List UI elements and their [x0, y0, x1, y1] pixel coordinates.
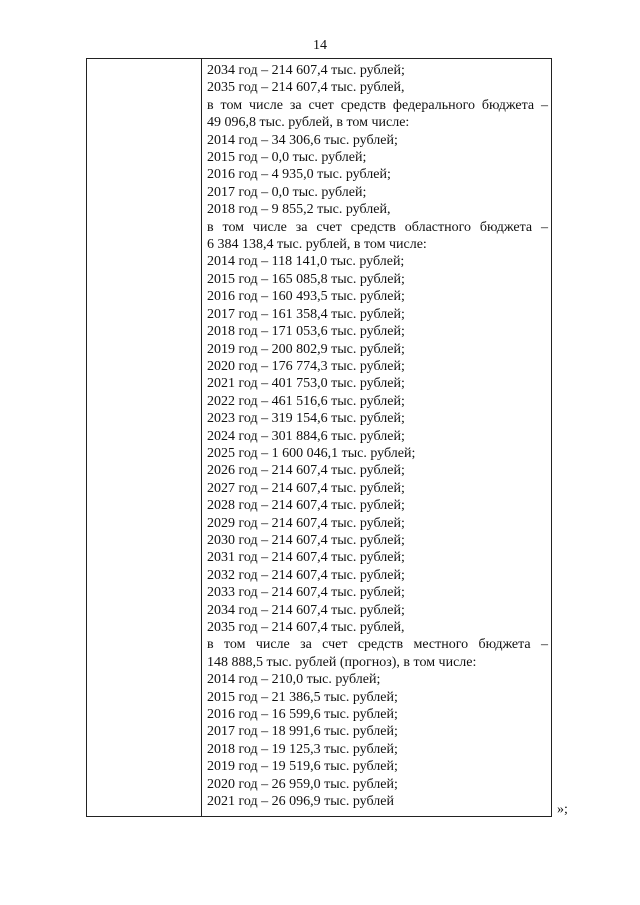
text-line: в том числе за счет средств областного бюджета –	[207, 219, 548, 235]
text-line: 2028 год – 214 607,4 тыс. рублей;	[207, 498, 405, 514]
text-line: 2034 год – 214 607,4 тыс. рублей;	[207, 63, 405, 78]
text-line: 6 384 138,4 тыс. рублей, в том числе:	[207, 237, 427, 253]
text-line: 2030 год – 214 607,4 тыс. рублей;	[207, 532, 405, 548]
text-line: 2019 год – 19 519,6 тыс. рублей;	[207, 759, 398, 775]
text-line: 2014 год – 118 141,0 тыс. рублей;	[207, 254, 405, 270]
text-line: 2018 год – 19 125,3 тыс. рублей;	[207, 741, 398, 757]
text-line: 2015 год – 0,0 тыс. рублей;	[207, 150, 367, 166]
text-line: 2021 год – 26 096,9 тыс. рублей	[207, 794, 394, 810]
text-line: 2035 год – 214 607,4 тыс. рублей,	[207, 80, 405, 96]
text-line: 148 888,5 тыс. рублей (прогноз), в том числе:	[207, 654, 477, 670]
table-right-border	[551, 58, 552, 817]
text-line: 2016 год – 16 599,6 тыс. рублей;	[207, 707, 398, 723]
text-line: 2033 год – 214 607,4 тыс. рублей;	[207, 585, 405, 601]
text-line: 2017 год – 18 991,6 тыс. рублей;	[207, 724, 398, 740]
text-line: 2021 год – 401 753,0 тыс. рублей;	[207, 376, 405, 392]
text-line: 2014 год – 210,0 тыс. рублей;	[207, 672, 381, 688]
text-line: 2018 год – 9 855,2 тыс. рублей,	[207, 202, 391, 218]
text-line: 2015 год – 165 085,8 тыс. рублей;	[207, 271, 405, 287]
text-line: 2032 год – 214 607,4 тыс. рублей;	[207, 567, 405, 583]
text-line: 2023 год – 319 154,6 тыс. рублей;	[207, 411, 405, 427]
funding-text	[207, 62, 548, 810]
text-line: 2016 год – 4 935,0 тыс. рублей;	[207, 167, 391, 183]
page-number: 14	[313, 38, 327, 53]
text-line: в том числе за счет средств местного бюджета –	[207, 637, 548, 653]
text-line: 2027 год – 214 607,4 тыс. рублей;	[207, 480, 405, 496]
text-line: 2018 год – 171 053,6 тыс. рублей;	[207, 324, 405, 340]
text-line: 2015 год – 21 386,5 тыс. рублей;	[207, 689, 398, 705]
text-line: 2026 год – 214 607,4 тыс. рублей;	[207, 463, 405, 479]
text-line: 2025 год – 1 600 046,1 тыс. рублей;	[207, 445, 416, 461]
text-line: 2034 год – 214 607,4 тыс. рублей;	[207, 602, 405, 618]
text-line: 2020 год – 26 959,0 тыс. рублей;	[207, 776, 398, 792]
text-line: 2024 год – 301 884,6 тыс. рублей;	[207, 428, 405, 444]
table-bottom-border	[86, 816, 552, 817]
text-line: 2020 год – 176 774,3 тыс. рублей;	[207, 358, 405, 374]
table-top-border	[86, 58, 552, 59]
text-line: 2014 год – 34 306,6 тыс. рублей;	[207, 132, 398, 148]
closing-quote-mark: »;	[557, 802, 568, 817]
text-line: 2019 год – 200 802,9 тыс. рублей;	[207, 341, 405, 357]
text-line: 2022 год – 461 516,6 тыс. рублей;	[207, 393, 405, 409]
table-left-border	[86, 58, 87, 817]
text-line: 2016 год – 160 493,5 тыс. рублей;	[207, 289, 405, 305]
text-line: 2035 год – 214 607,4 тыс. рублей,	[207, 620, 405, 635]
text-line: 2017 год – 0,0 тыс. рублей;	[207, 184, 367, 200]
text-line: 2031 год – 214 607,4 тыс. рублей;	[207, 550, 405, 566]
text-line: в том числе за счет средств федерального бюджета –	[207, 97, 548, 113]
table-column-divider	[201, 58, 202, 817]
text-line: 2017 год – 161 358,4 тыс. рублей;	[207, 306, 405, 322]
text-line: 49 096,8 тыс. рублей, в том числе:	[207, 115, 410, 131]
text-line: 2029 год – 214 607,4 тыс. рублей;	[207, 515, 405, 531]
